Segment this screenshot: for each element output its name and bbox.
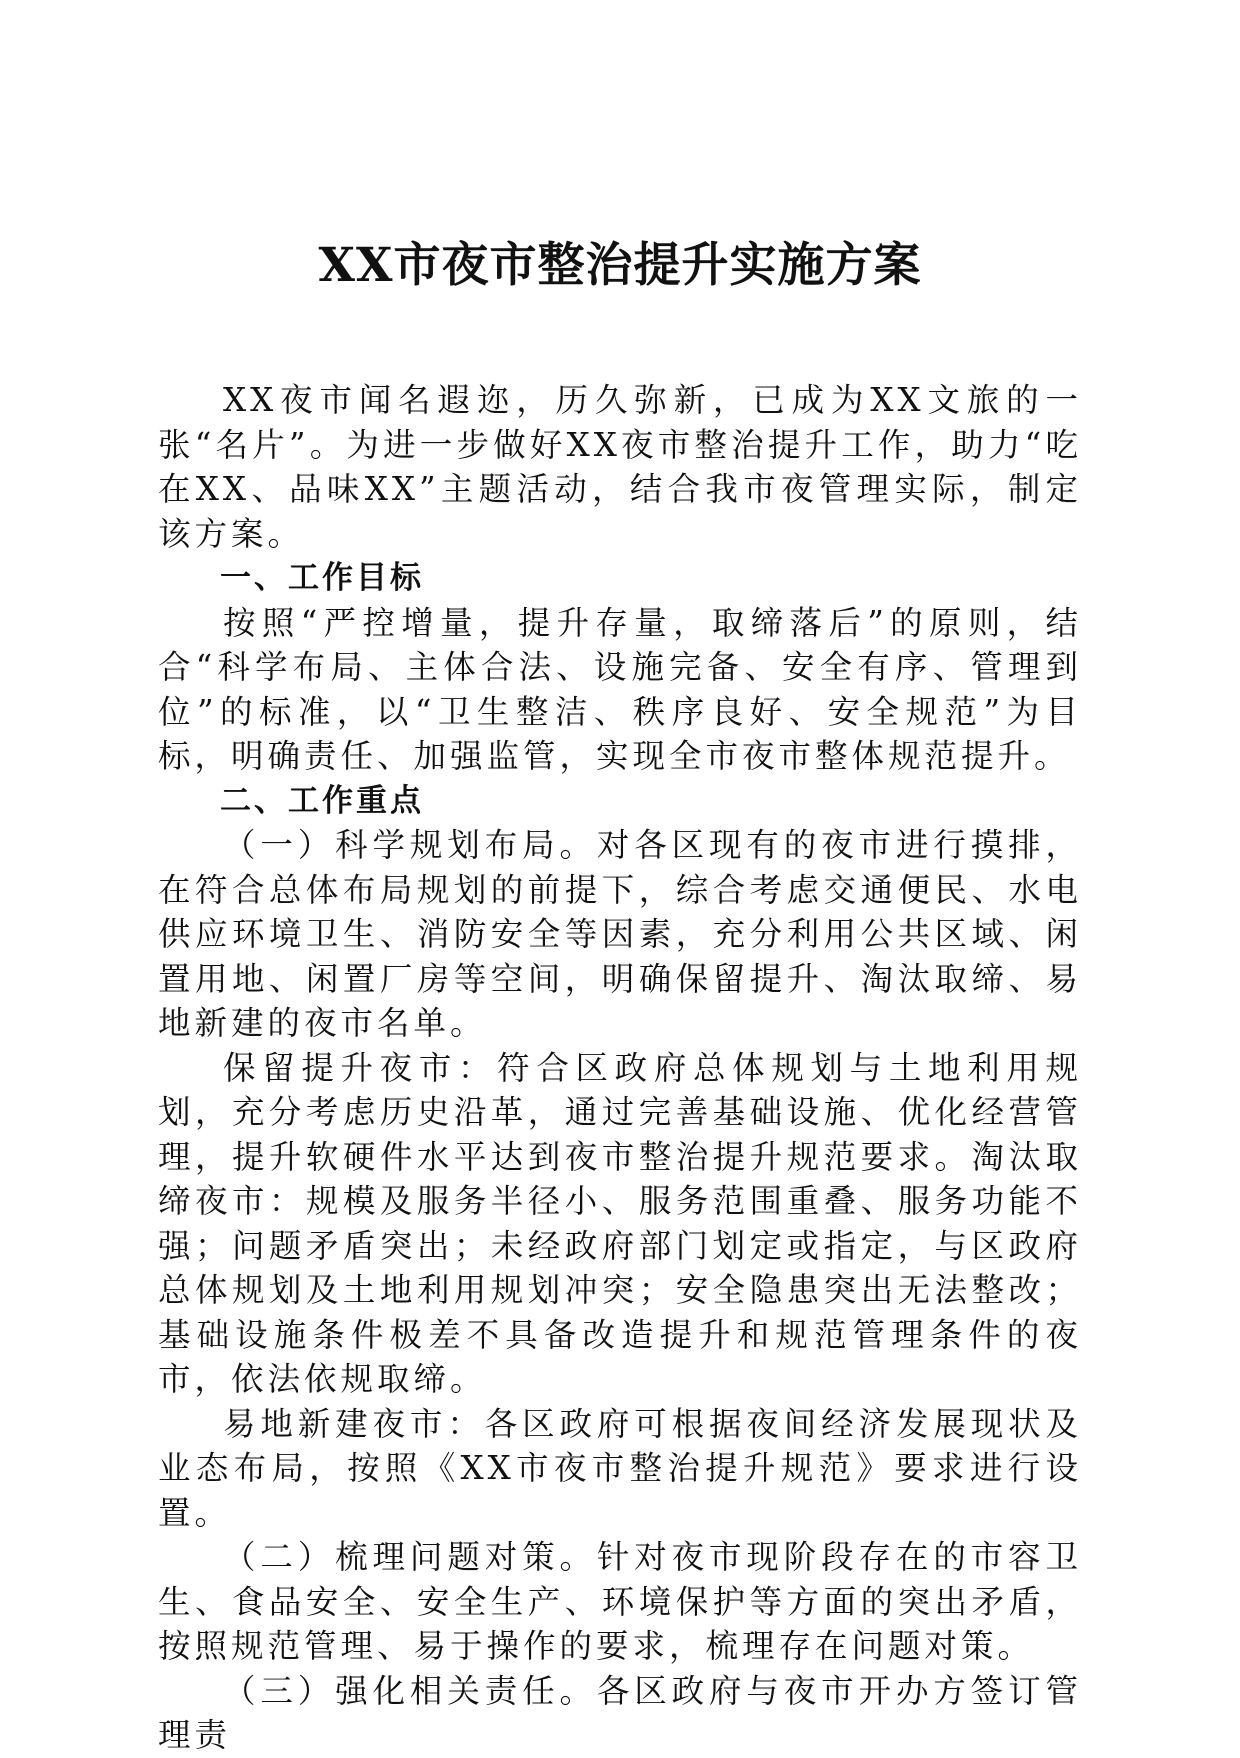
intro-paragraph: XX夜市闻名遐迩，历久弥新，已成为XX文旅的一张“名片”。为进一步做好XX夜市整治提升工作，助力“吃在XX、品味XX”主题活动，结合我市夜管理实际，制定该方案。 xyxy=(158,381,1082,553)
document-title: XX市夜市整治提升实施方案 xyxy=(318,238,922,293)
section-paragraph: （三）强化相关责任。各区政府与夜市开办方签订管理责 xyxy=(158,1671,1082,1754)
section-paragraph: （一）科学规划布局。对各区现有的夜市进行摸排，在符合总体布局规划的前提下，综合考虑交通便民、水电供应环境卫生、消防安全等因素，充分利用公共区域、闲置用地、闲置厂房等空间，明确保留提升、淘汰取缔、易地新建的夜市名单。 xyxy=(158,826,1082,1042)
section-work-priorities xyxy=(158,779,1082,1758)
section-paragraph: 按照“严控增量，提升存量，取缔落后”的原则，结合“科学布局、主体合法、设施完备、安全有序、管理到位”的标准，以“卫生整洁、秩序良好、安全规范”为目标，明确责任、加强监管，实现全市夜市整体规范提升。 xyxy=(158,603,1082,775)
section-work-goals xyxy=(158,556,1082,779)
section-paragraph: （二）梳理问题对策。针对夜市现阶段存在的市容卫生、食品安全、安全生产、环境保护等方面的突出矛盾，按照规范管理、易于操作的要求，梳理存在问题对策。 xyxy=(158,1538,1082,1665)
section-heading: 一、工作目标 xyxy=(220,560,424,596)
document-body xyxy=(158,378,1082,1758)
section-paragraph: 易地新建夜市：各区政府可根据夜间经济发展现状及业态布局，按照《XX市夜市整治提升规范》要求进行设置。 xyxy=(158,1404,1082,1532)
section-heading: 二、工作重点 xyxy=(220,782,424,819)
section-paragraph: 保留提升夜市：符合区政府总体规划与土地利用规划，充分考虑历史沿革，通过完善基础设施、优化经营管理，提升软硬件水平达到夜市整治提升规范要求。淘汰取缔夜市：规模及服务半径小、服务范围重叠、服务功能不强；问题矛盾突出；未经政府部门划定或指定，与区政府总体规划及土地利用规划冲突；安全隐患突出无法整改；基础设施条件极差不具备改造提升和规范管理条件的夜市，依法依规取缔。 xyxy=(158,1048,1082,1398)
